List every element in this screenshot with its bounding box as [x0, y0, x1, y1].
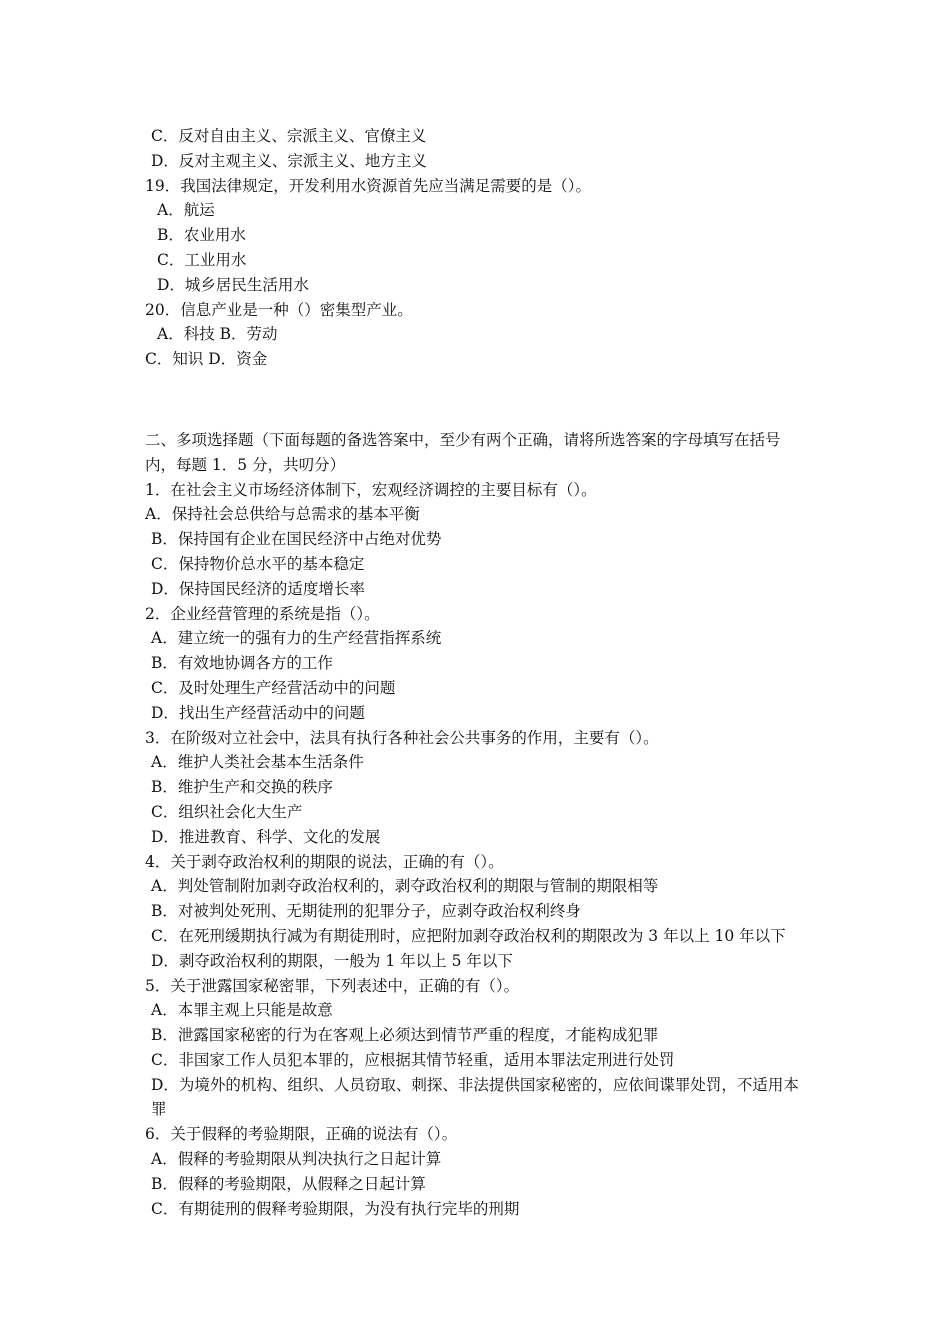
- text-line: C．知识 D．资金: [145, 350, 268, 369]
- text-line: C．反对自由主义、宗派主义、官僚主义: [151, 127, 427, 145]
- document-page: [145, 124, 810, 1221]
- text-line: D．城乡居民生活用水: [157, 275, 309, 294]
- text-line: D．反对主观主义、宗派主义、地方主义: [151, 151, 427, 170]
- text-line: A．建立统一的强有力的生产经营指挥系统: [151, 629, 442, 648]
- text-line: 2．企业经营管理的系统是指（）。: [145, 604, 380, 623]
- text-line: D．为境外的机构、组织、人员窃取、刺探、非法提供国家秘密的，应依间谍罪处罚，不适用本罪: [151, 1075, 799, 1119]
- text-line: B．有效地协调各方的工作: [151, 654, 333, 673]
- text-line: 20．信息产业是一种（）密集型产业。: [145, 300, 413, 319]
- text-line: D．推进教育、科学、文化的发展: [151, 827, 381, 846]
- text-line: 6．关于假释的考验期限，正确的说法有（）。: [145, 1125, 458, 1144]
- text-line: C．组织社会化大生产: [151, 802, 303, 821]
- text-line: 二、多项选择题（下面每题的备选答案中，至少有两个正确，请将所选答案的字母填写在括号内，每题 1．5 分，共叨分）: [145, 430, 781, 474]
- text-line: A．本罪主观上只能是故意: [151, 1001, 333, 1020]
- text-line: A．科技 B．劳动: [157, 325, 278, 344]
- text-line: 4．关于剥夺政治权利的期限的说法，正确的有（）。: [145, 852, 504, 871]
- text-line: C．及时处理生产经营活动中的问题: [151, 678, 396, 697]
- text-line: 1．在社会主义市场经济体制下，宏观经济调控的主要目标有（）。: [145, 480, 597, 499]
- paragraph-gap: [145, 387, 810, 412]
- text-line: C．有期徒刑的假释考验期限，为没有执行完毕的刑期: [151, 1199, 520, 1218]
- text-line: A．维护人类社会基本生活条件: [151, 753, 364, 772]
- text-line: A．判处管制附加剥夺政治权利的，剥夺政治权利的期限与管制的期限相等: [151, 877, 659, 896]
- text-line: B．农业用水: [157, 226, 246, 245]
- text-line: B．维护生产和交换的秩序: [151, 778, 333, 797]
- text-line: D．找出生产经营活动中的问题: [151, 703, 365, 722]
- text-line: D．剥夺政治权利的期限，一般为 1 年以上 5 年以下: [151, 951, 513, 970]
- text-line: B．保持国有企业在国民经济中占绝对优势: [151, 530, 442, 549]
- text-line: A．假释的考验期限从判决执行之日起计算: [151, 1150, 442, 1169]
- text-line: 5．关于泄露国家秘密罪，下列表述中，正确的有（）。: [145, 976, 520, 995]
- text-line: 19．我国法律规定，开发利用水资源首先应当满足需要的是（）。: [145, 176, 591, 195]
- text-line: C．在死刑缓期执行减为有期徒刑时，应把附加剥夺政治权利的期限改为 3 年以上 10 年以下: [151, 926, 786, 945]
- text-line: A．保持社会总供给与总需求的基本平衡: [145, 505, 420, 524]
- text-line: C．非国家工作人员犯本罪的，应根据其情节轻重，适用本罪法定刑进行处罚: [151, 1050, 675, 1069]
- text-line: B．对被判处死刑、无期徒刑的犯罪分子，应剥夺政治权利终身: [151, 902, 581, 921]
- text-line: C．工业用水: [157, 250, 247, 269]
- text-line: D．保持国民经济的适度增长率: [151, 579, 365, 598]
- text-line: B．假释的考验期限，从假释之日起计算: [151, 1174, 426, 1193]
- text-line: B．泄露国家秘密的行为在客观上必须达到情节严重的程度，才能构成犯罪: [151, 1026, 659, 1045]
- text-line: 3．在阶级对立社会中，法具有执行各种社会公共事务的作用，主要有（）。: [145, 728, 659, 747]
- text-line: A．航运: [157, 201, 215, 220]
- text-line: C．保持物价总水平的基本稳定: [151, 554, 365, 573]
